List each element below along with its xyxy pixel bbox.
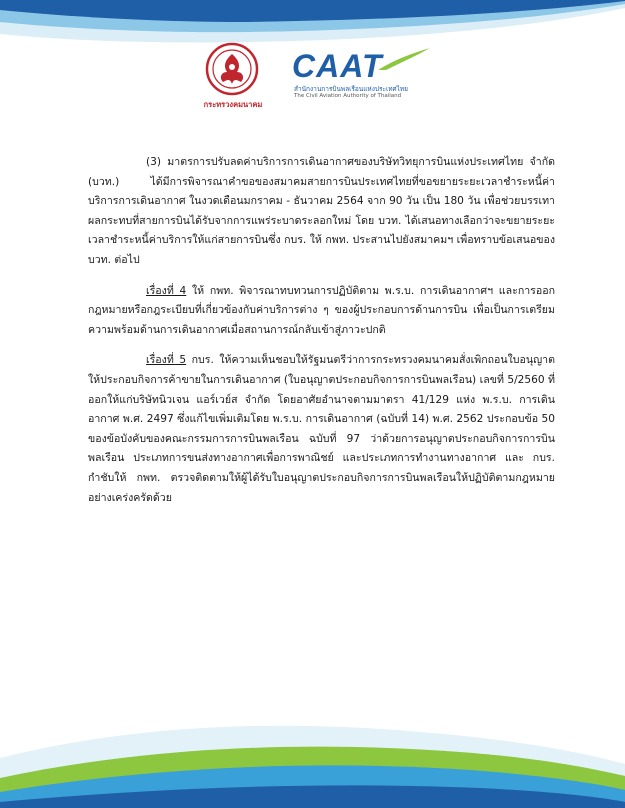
caat-english-name: The Civil Aviation Authority of Thailand xyxy=(294,93,402,99)
topic-4-heading: เรื่องที่ 4 xyxy=(146,284,187,297)
topic-5-heading: เรื่องที่ 5 xyxy=(146,354,187,367)
paragraph-topic-4 xyxy=(88,282,555,341)
document-body xyxy=(88,153,555,519)
header-logos xyxy=(0,40,625,120)
caat-logo-text: CAAT xyxy=(292,48,383,84)
paragraph-3-measures xyxy=(88,153,555,271)
paragraph-text: (3) มาตรการปรับลดค่าบริการการเดินอากาศของบริษัทวิทยุการบินแห่งประเทศไทย จำกัด (บวท.) ได้มีการพิจารณาคำขอของสมาคมสายการบินประเทศไทยที่ขอขยายระยะเวลาชำระหนี้ค่าบริการการเดินอากาศ ในงวดเดือนมกราคม - ธันวาคม 2564 จาก 90 วัน เป็น 180 วัน เพื่อช่วยบรรเทาผลกระทบที่สายการบินได้รับจากการแพร่ระบาดระลอกใหม่ โดย บวท. ได้เสนอทางเลือกว่าจะขยายระยะเวลาชำระหนี้ค่าบริการให้แก่สายการบินซึ่ง กบร. ให้ กพท. ประสานไปยังสมาคมฯ เพื่อทราบข้อเสนอของ บวท. ต่อไป xyxy=(88,156,555,266)
ministry-label: กระทรวงคมนาคม xyxy=(203,100,263,109)
caat-logo xyxy=(292,48,432,98)
bottom-decorative-wave xyxy=(0,688,625,808)
caat-thai-name: สำนักงานการบินพลเรือนแห่งประเทศไทย xyxy=(294,85,408,93)
paragraph-text: ให้ กพท. พิจารณาทบทวนการปฏิบัติตาม พ.ร.บ. การเดินอากาศฯ และการออกกฎหมายหรือกฎระเบียบที่เกี่ยวข้องกับค่าบริการต่าง ๆ ของผู้ประกอบการด้านการบิน เพื่อเป็นการเตรียมความพร้อมด้านการเดินอากาศเมื่อสถานการณ์กลับเข้าสู่ภาวะปกติ xyxy=(88,284,556,336)
caat-swoosh-icon xyxy=(376,46,432,72)
paragraph-topic-5 xyxy=(88,351,555,508)
paragraph-text: กบร. ให้ความเห็นชอบให้รัฐมนตรีว่าการกระทรวงคมนาคมสั่งเพิกถอนใบอนุญาตให้ประกอบกิจการค้าขายในการเดินอากาศ (ใบอนุญาตประกอบกิจการการบินพลเรือน) เลขที่ 5/2560 ที่ออกให้แก่บริษัทนิวเจน แอร์เวย์ส จำกัด โดยอาศัยอำนาจตามมาตรา 41/129 แห่ง พ.ร.บ. การเดินอากาศ พ.ศ. 2497 ซึ่งแก้ไขเพิ่มเติมโดย พ.ร.บ. การเดินอากาศ (ฉบับที่ 14) พ.ศ. 2562 ประกอบข้อ 50 ของข้อบังคับของคณะกรรมการการบินพลเรือน ฉบับที่ 97 ว่าด้วยการอนุญาตประกอบกิจการการบินพลเรือน ประเภทการขนส่งทางอากาศเพื่อการพาณิชย์ และประเภทการทำงานทางอากาศ และ กบร. กำชับให้ กพท. ตรวจติดตามให้ผู้ได้รับใบอนุญาตประกอบกิจการการบินพลเรือนให้ปฏิบัติตามกฎหมายอย่างเคร่งครัดด้วย xyxy=(88,354,555,504)
ministry-seal-icon xyxy=(205,42,259,96)
